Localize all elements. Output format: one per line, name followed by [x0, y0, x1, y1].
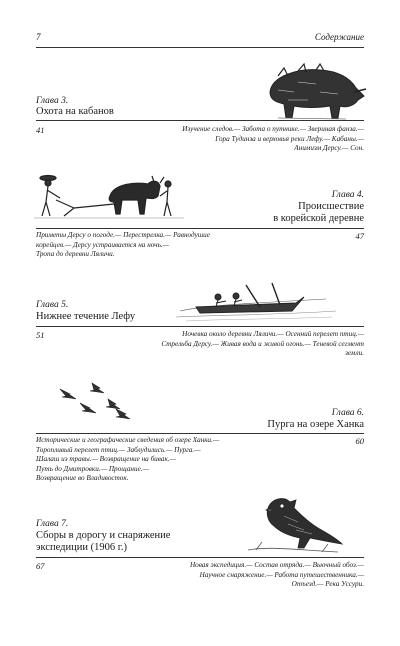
boat-illustration — [176, 281, 336, 325]
page-number: 7 — [36, 32, 41, 42]
flying-birds-illustration — [56, 383, 136, 425]
chapter-page-number: 41 — [36, 125, 45, 135]
chapter-label: Глава 7. — [36, 519, 69, 529]
chapter-label: Глава 5. — [36, 300, 69, 310]
chapter-rule — [36, 433, 364, 434]
chapter-summary: Изучение следов.— Забота о путнике.— Звериная фанза.— Гора Тудинза и верховья реки Лефу.— Кабаны.— Анимизм Дерсу.— Сон. — [182, 125, 364, 152]
chapter-page-number: 47 — [355, 231, 364, 241]
chapter-summary: Приметы Дерсу о погоде.— Перестрелка.— Равнодушие корейцев.— Дерсу устраивается на ночь.— Тропа до деревни Ляличи. — [36, 231, 210, 258]
chapter-summary: Исторические и географические сведения об озере Ханка.— Торопливый перелет птиц.— Заблудились.— Пурга.— Шалаш из травы.— Возвращение на бивак.— Путь до Дмитровки.— Прощание.— Возвращение во Владивосток. — [36, 436, 220, 482]
chapter-rule — [36, 228, 364, 229]
boar-illustration — [258, 62, 368, 122]
chapter-page-number: 51 — [36, 330, 45, 340]
chapter-summary: Ночевка около деревни Ляличи.— Осенний перелет птиц.— Стрельба Дерсу.— Живая вода и живой огонь.— Теневой сегмент земли. — [161, 330, 364, 357]
chapter-page-number: 67 — [36, 561, 45, 571]
chapter-label: Глава 4. — [331, 190, 364, 200]
chapter-summary: Новая экспедиция.— Состав отряда.— Вьючный обоз.— Научное снаряжение.— Работа путешественника.— Отъезд.— Река Уссури. — [189, 561, 364, 588]
chapter-label: Глава 3. — [36, 96, 69, 106]
chapter-title: в корейской деревне — [273, 213, 364, 224]
chapter-title: Охота на кабанов — [36, 106, 114, 117]
chapter-title: экспедиции (1906 г.) — [36, 542, 127, 553]
header-rule — [36, 47, 364, 48]
chapter-title: Нижнее течение Лефу — [36, 311, 136, 322]
chapter-title: Происшествие — [298, 201, 364, 212]
running-header-section: Содержание — [314, 32, 364, 42]
ploughing-ox-illustration — [34, 172, 184, 224]
chapter-title: Пурга на озере Ханка — [267, 419, 364, 430]
chapter-label: Глава 6. — [331, 408, 364, 418]
chapter-rule — [36, 326, 364, 327]
chapter-rule — [36, 557, 364, 558]
chapter-rule — [36, 120, 364, 121]
eagle-owl-illustration — [238, 494, 346, 556]
chapter-title: Сборы в дорогу и снаряжение — [36, 530, 171, 541]
chapter-page-number: 60 — [355, 436, 364, 446]
